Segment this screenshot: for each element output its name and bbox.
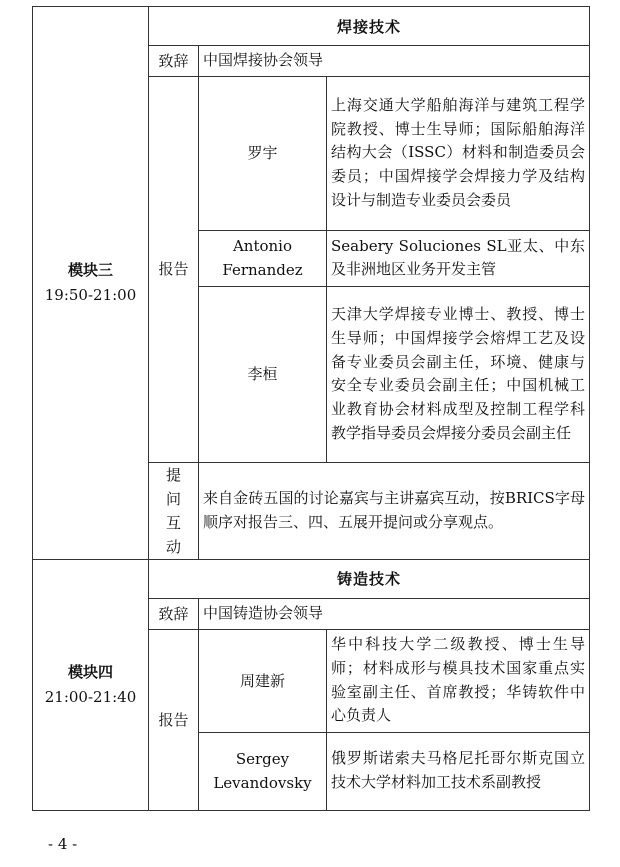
speaker-bio: 俄罗斯诺索夫马格尼托哥尔斯克国立技术大学材料加工技术系副教授 [327, 732, 590, 810]
module-cell [33, 7, 149, 560]
module-cell [33, 559, 149, 810]
qa-label: 提问互动 [149, 462, 199, 559]
speaker-bio: 上海交通大学船舶海洋与建筑工程学院教授、博士生导师；国际船舶海洋结构大会（ISSC）材料和制造委员会委员；中国焊接学会焊接力学及结构设计与制造专业委员会委员 [327, 76, 590, 230]
speaker-name: Sergey Levandovsky [199, 732, 327, 810]
speaker-bio: 华中科技大学二级教授、博士生导师；材料成形与模具技术国家重点实验室副主任、首席教授；华铸软件中心负责人 [327, 629, 590, 732]
module-time: 21:00-21:40 [44, 687, 137, 706]
page-number: - 4 - [48, 835, 78, 853]
section-title: 焊接技术 [149, 7, 590, 46]
report-label: 报告 [149, 76, 199, 462]
greeting-label: 致辞 [149, 46, 199, 77]
schedule-table [32, 6, 590, 811]
speaker-name: 罗宇 [199, 76, 327, 230]
speaker-name: 李桓 [199, 286, 327, 462]
qa-text: 来自金砖五国的讨论嘉宾与主讲嘉宾互动，按BRICS字母顺序对报告三、四、五展开提问或分享观点。 [199, 462, 590, 559]
greeting-text: 中国焊接协会领导 [199, 46, 590, 77]
speaker-name: 周建新 [199, 629, 327, 732]
module-name: 模块三 [67, 260, 113, 279]
greeting-text: 中国铸造协会领导 [199, 598, 590, 629]
speaker-bio: 天津大学焊接专业博士、教授、博士生导师；中国焊接学会熔焊工艺及设备专业委员会副主任，环境、健康与安全专业委员会副主任；中国机械工业教育协会材料成型及控制工程学科教学指导委员会焊接分委员会副主任 [327, 286, 590, 462]
report-label: 报告 [149, 629, 199, 810]
speaker-name: Antonio Fernandez [199, 230, 327, 286]
section-title: 铸造技术 [149, 559, 590, 598]
module-time: 19:50-21:00 [44, 285, 137, 304]
module-name: 模块四 [67, 662, 113, 681]
greeting-label: 致辞 [149, 598, 199, 629]
speaker-bio: Seabery Soluciones SL亚太、中东及非洲地区业务开发主管 [327, 230, 590, 286]
